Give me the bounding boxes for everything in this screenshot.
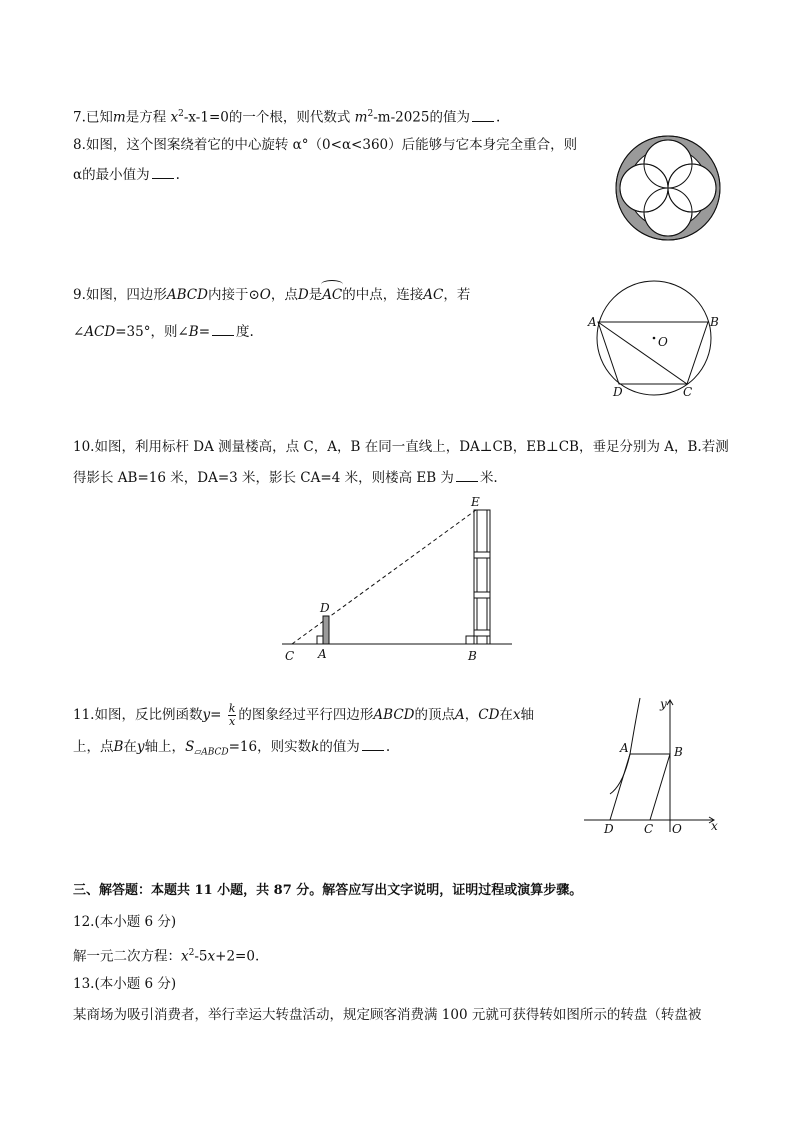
label-b: B bbox=[674, 745, 683, 759]
label-x: x bbox=[711, 819, 718, 833]
answer-blank bbox=[362, 738, 384, 751]
answer-blank bbox=[212, 323, 234, 336]
label-o: O bbox=[658, 335, 668, 349]
right-angle-a bbox=[317, 636, 323, 644]
question-8-line-1: 8.如图，这个图案绕着它的中心旋转 α°（0<α<360）后能够与它本身完全重合，则 bbox=[73, 137, 578, 153]
question-13-body: 某商场为吸引消费者，举行幸运大转盘活动，规定顾客消费满 100 元就可获得转如图所示的转盘（转盘被 bbox=[73, 1007, 702, 1023]
building-eb bbox=[474, 510, 490, 644]
label-c: C bbox=[644, 822, 654, 836]
question-12-heading: 12.(本小题 6 分) bbox=[73, 914, 177, 930]
question-10-line-1: 10.如图，利用标杆 DA 测量楼高，点 C，A，B 在同一直线上，DA⊥CB，EB⊥CB，垂足分别为 A，B.若测 bbox=[73, 439, 729, 455]
quadrilateral-abcd bbox=[598, 322, 708, 384]
center-point bbox=[653, 337, 656, 340]
label-y: y bbox=[660, 697, 667, 711]
question-7: 7.已知m是方程 $x^2-x-1=0$的一个根，则代数式 $m^2-m-2025$的值为 . bbox=[73, 109, 501, 126]
label-d: D bbox=[320, 601, 330, 615]
label-o: O bbox=[672, 822, 682, 836]
segment-ac bbox=[598, 322, 687, 384]
building-height-figure bbox=[278, 492, 518, 668]
question-13-heading: 13.(本小题 6 分) bbox=[73, 976, 177, 992]
question-9-line-2: ∠ACD=35°，则∠B= 度. bbox=[73, 324, 254, 340]
question-8-line-2: α的最小值为 . bbox=[73, 167, 180, 183]
label-c: C bbox=[683, 385, 693, 399]
question-10-line-2: 得影长 AB=16 米，DA=3 米，影长 CA=4 米，则楼高 EB 为 米. bbox=[73, 470, 498, 486]
question-12-body: 解一元二次方程：$x^2-5x+2=0$. bbox=[73, 948, 260, 965]
right-angle-b bbox=[466, 636, 474, 644]
circle-inscribed-quadrilateral-figure bbox=[584, 280, 724, 404]
label-a: A bbox=[620, 741, 629, 755]
answer-blank bbox=[152, 166, 174, 179]
rotation-pattern-figure bbox=[612, 134, 724, 242]
label-b: B bbox=[710, 315, 719, 329]
question-11-line-1: 11.如图，反比例函数y= $\frac{k}{x}$ 的图象经过平行四边形ABCD的顶点A，CD在x轴 bbox=[73, 702, 535, 728]
fraction-k-over-x: $\frac{k}{x}$ bbox=[228, 702, 236, 728]
label-a: A bbox=[318, 647, 327, 661]
answer-blank bbox=[472, 109, 494, 122]
parallelogram-abcd bbox=[610, 754, 670, 820]
label-b: B bbox=[468, 649, 477, 663]
label-c: C bbox=[285, 649, 295, 663]
label-d: D bbox=[604, 822, 614, 836]
label-a: A bbox=[588, 315, 597, 329]
label-e: E bbox=[471, 495, 480, 509]
sight-line bbox=[292, 510, 476, 644]
label-d: D bbox=[613, 385, 623, 399]
question-9-line-1: 9.如图，四边形ABCD内接于⊙O，点D是AC的中点，连接AC，若 bbox=[73, 287, 471, 303]
pole-da bbox=[323, 616, 329, 644]
answer-blank bbox=[456, 469, 478, 482]
inverse-function-parallelogram-figure bbox=[580, 692, 726, 840]
question-11-line-2: 上，点B在y轴上，$S_{▱ABCD}=16$，则实数k的值为 . bbox=[73, 739, 391, 758]
section-3-heading: 三、解答题：本题共 11 小题，共 87 分。解答应写出文字说明，证明过程或演算步骤。 bbox=[73, 883, 583, 898]
